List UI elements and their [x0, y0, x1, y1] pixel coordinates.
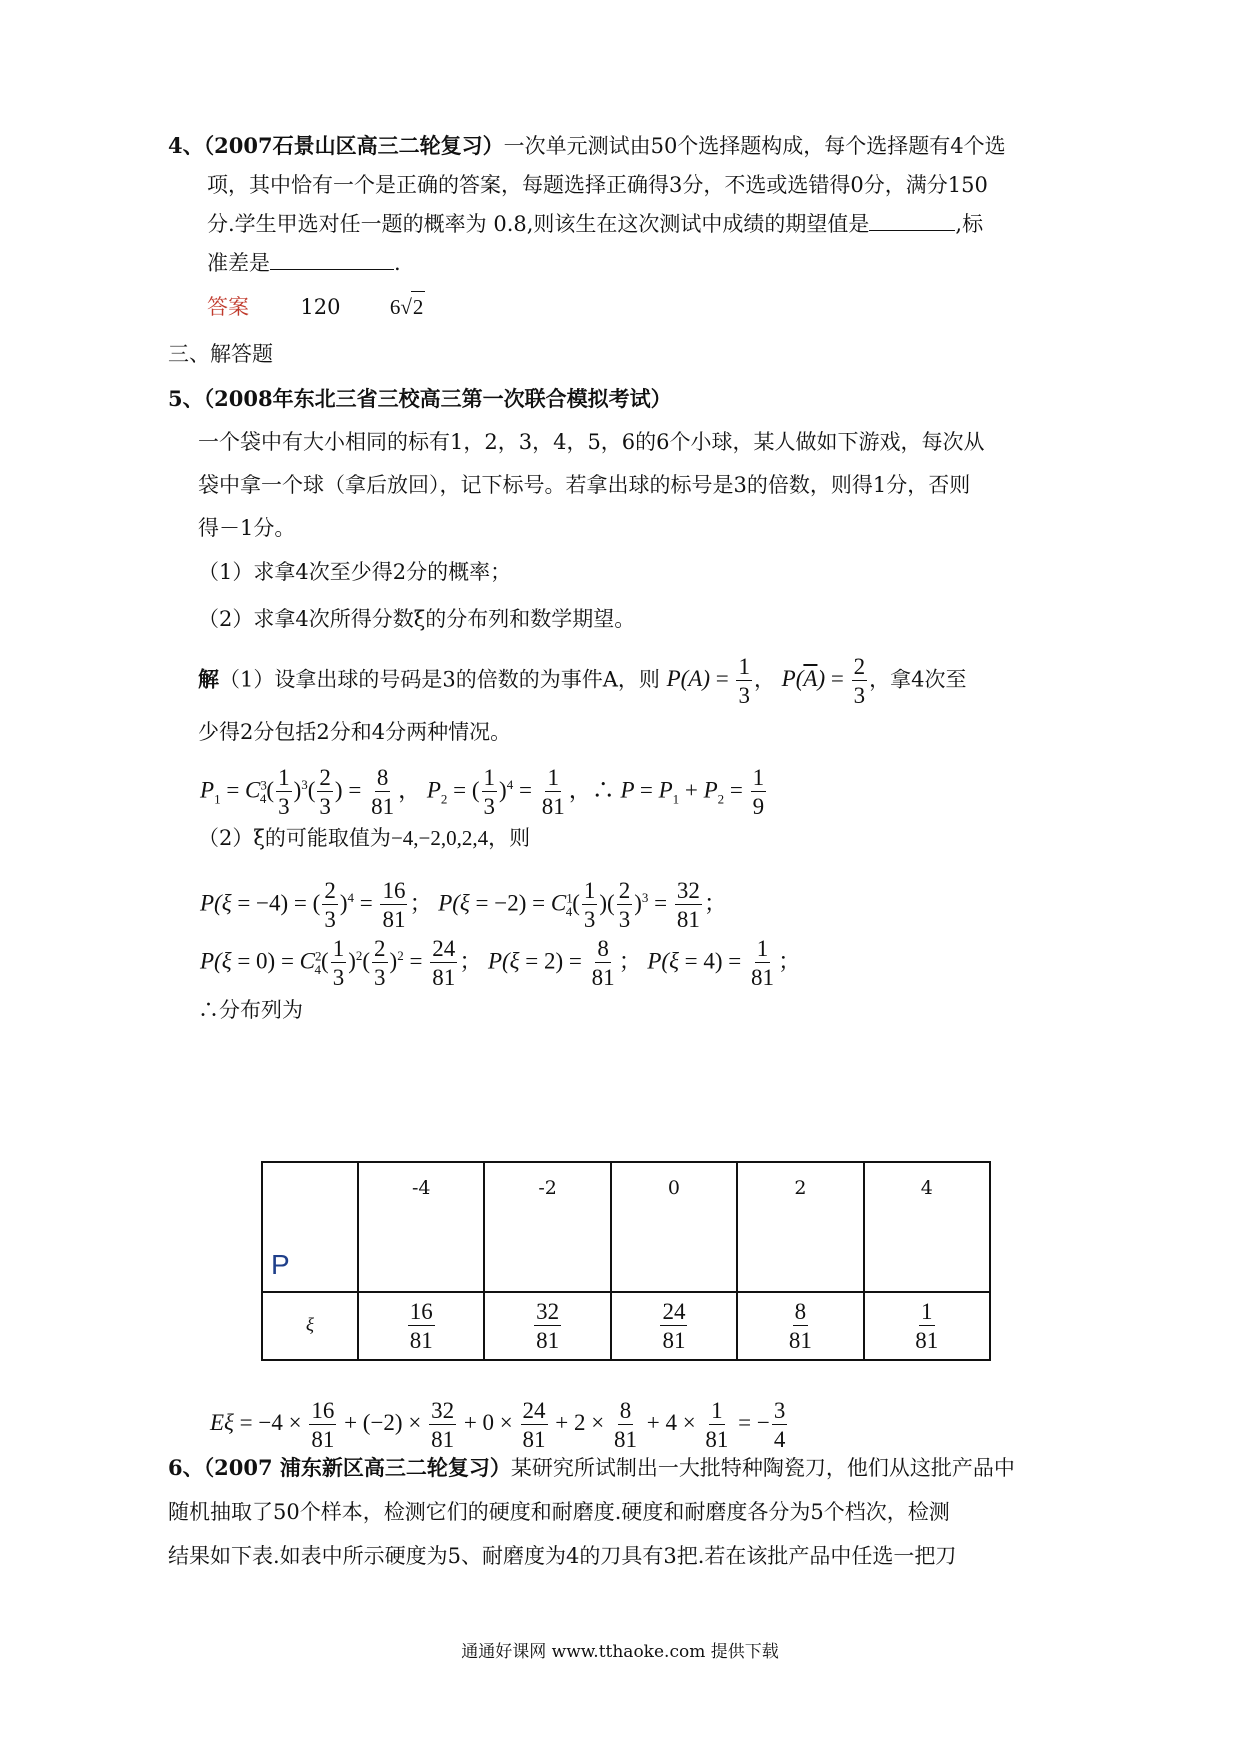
table-cell-value: -2 — [484, 1162, 610, 1292]
distribution-table — [261, 1161, 991, 1361]
table-cell-value: -4 — [358, 1162, 484, 1292]
q4-text-1: 一次单元测试由50个选择题构成，每个选择题有4个选 — [503, 134, 1006, 158]
p-label: P — [271, 1249, 290, 1280]
table-cell-prob: $\frac{8}{81}$ — [737, 1292, 863, 1360]
table-cell-prob: $\frac{24}{81}$ — [611, 1292, 737, 1360]
stddev-blank — [270, 249, 394, 270]
formula-p-not-a: $P(\overline{A})$ = $\frac{2}{3}$ — [781, 654, 866, 708]
q6-line-3: 结果如下表.如表中所示硬度为5、耐磨度为4的刀具有3把.若在该批产品中任选一把刀 — [168, 1544, 957, 1568]
formula-p1-p2: $P_1 = C^3_4$( $\frac{1}{3}$ )$^3$( $\frac{2}{3}$ ) = $\frac{8}{81}$ ， $P_2$ = ( $\frac{1}{3}$ )$^4$ = $\frac{1}{81}$ ，∴ $P = P_1 + P_2$ = $\frac{1}{9}$ — [200, 765, 765, 820]
solution-line-1: 解（1）设拿出球的号码是3的倍数的为事件A，则 P(A) = $\frac{1}{3}$ ， $P(\overline{A})$ = $\frac{2}{3}$ ，拿4次至 — [198, 654, 967, 708]
q4-answer — [207, 291, 425, 322]
q6-number: 6、 — [168, 1455, 204, 1480]
formula-p-neg4-neg2: P(ξ = −4) = ( $\frac{2}{3}$ )$^4$ = $\frac{16}{81}$ ； $P(\xi = -2) = C^1_4$( $\frac{1}{3}$ )( $\frac{2}{3}$ )$^3$ = $\frac{32}{81}$ ； — [200, 878, 727, 933]
q4-number: 4、 — [168, 133, 204, 158]
q5-line-2: 袋中拿一个球（拿后放回），记下标号。若拿出球的标号是3的倍数，则得1分，否则 — [198, 473, 971, 497]
q4-text-4: 准差是 — [207, 251, 270, 275]
q4-line-1 — [168, 131, 1006, 161]
table-cell-value: 4 — [864, 1162, 990, 1292]
q6-source: （2007 浦东新区高三二轮复习） — [203, 1455, 511, 1480]
formula-expectation: Eξ = −4 × $\frac{16}{81}$ + (−2) × $\frac{32}{81}$ + 0 × $\frac{24}{81}$ + 2 × $\frac{8}{81}$ + 4 × $\frac{1}{81}$ = − $\frac{3}{4}$ — [210, 1397, 786, 1452]
expectation-blank — [869, 210, 955, 231]
table-cell-prob: $\frac{1}{81}$ — [864, 1292, 990, 1360]
solution-text-1: （1）设拿出球的号码是3的倍数的为事件A，则 — [219, 667, 660, 692]
solution-text-2b: ，则 — [488, 826, 531, 850]
q5-line-1: 一个袋中有大小相同的标有1，2，3，4，5，6的6个小球，某人做如下游戏，每次从 — [198, 430, 985, 454]
table-cell-xi: ξ — [262, 1292, 358, 1360]
solution-line-3 — [198, 823, 530, 853]
answer-label: 答案 — [207, 295, 249, 319]
q5-number: 5、 — [168, 386, 204, 411]
q4-text-3: 分.学生甲选对任一题的概率为 0.8,则该生在这次测试中成绩的期望值是 — [207, 212, 870, 236]
q4-line-2: 项，其中恰有一个是正确的答案，每题选择正确得3分，不选或选错得0分，满分150 — [207, 173, 988, 197]
q4-text-3b: ,标 — [955, 212, 984, 236]
section-heading: 三、解答题 — [168, 342, 273, 366]
q5-part-1: （1）求拿4次至少得2分的概率； — [198, 560, 512, 584]
answer-stddev: 6√2 — [390, 295, 426, 319]
formula-p-0-2-4: $P(\xi = 0) = C^2_4$( $\frac{1}{3}$ )$^2$( $\frac{2}{3}$ )$^2$ = $\frac{24}{81}$ ； P(ξ = 2) = $\frac{8}{81}$ ； P(ξ = 4) = $\frac{1}{81}$ ； — [200, 936, 802, 991]
solution-line-2: 少得2分包括2分和4分两种情况。 — [198, 720, 512, 744]
q4-source: （2007石景山区高三二轮复习） — [203, 133, 504, 158]
table-row — [262, 1162, 990, 1292]
solution-label: 解 — [198, 666, 219, 692]
q6-line-2: 随机抽取了50个样本，检测它们的硬度和耐磨度.硬度和耐磨度各分为5个档次，检测 — [168, 1500, 950, 1524]
xi-values: −4,−2,0,2,4 — [390, 826, 489, 850]
q5-source: （2008年东北三省三校高三第一次联合模拟考试） — [203, 386, 672, 411]
table-cell-prob: $\frac{16}{81}$ — [358, 1292, 484, 1360]
q5-part-2: （2）求拿4次所得分数ξ的分布列和数学期望。 — [198, 607, 636, 631]
formula-p-a: P(A) = $\frac{1}{3}$ — [666, 654, 750, 708]
distribution-label: ∴分布列为 — [198, 998, 303, 1022]
q4-line-4 — [207, 248, 401, 278]
q5-line-3: 得－1分。 — [198, 516, 296, 540]
table-cell-value: 2 — [737, 1162, 863, 1292]
solution-text-1b: ，拿4次至 — [869, 667, 967, 692]
footer: 通通好课网 www.tthaoke.com 提供下载 — [461, 1642, 779, 1662]
q5-header — [168, 384, 672, 414]
table-cell-prob: $\frac{32}{81}$ — [484, 1292, 610, 1360]
table-cell-value: 0 — [611, 1162, 737, 1292]
q6-line-1 — [168, 1453, 1015, 1483]
q4-text-4b: . — [394, 251, 401, 275]
table-cell-p — [262, 1162, 358, 1292]
solution-text-2: （2）ξ的可能取值为 — [198, 826, 391, 850]
q4-line-3 — [207, 209, 983, 239]
q6-text-1: 某研究所试制出一大批特种陶瓷刀，他们从这批产品中 — [510, 1456, 1015, 1480]
answer-expectation: 120 — [300, 295, 341, 319]
table-row — [262, 1292, 990, 1360]
